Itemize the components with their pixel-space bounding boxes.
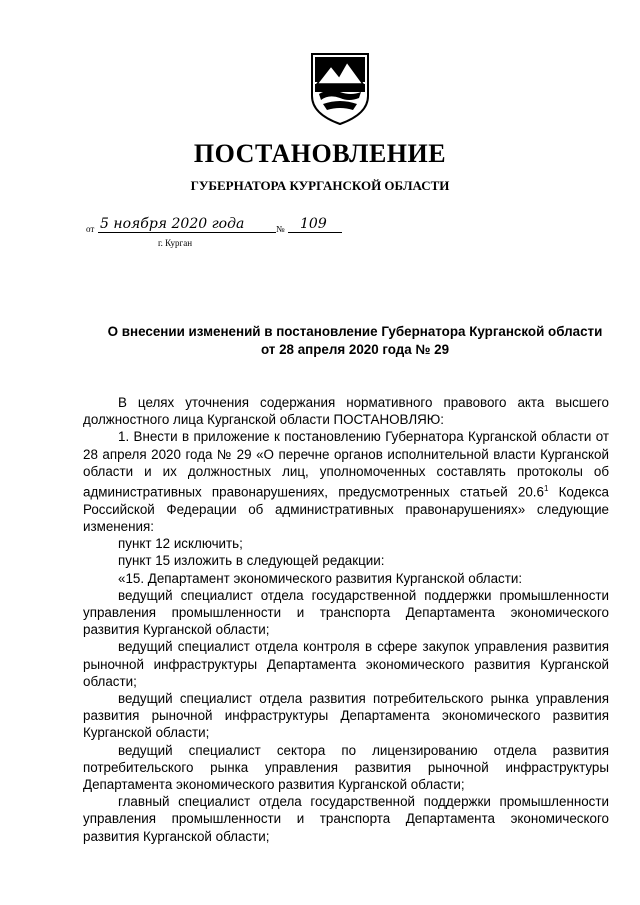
paragraph-position-4: ведущий специалист сектора по лицензированию отдела развития потребительского рынка управления развития рыночной инфраструктуры Департамента экономического развития Курганской области; bbox=[83, 742, 609, 792]
number-prefix: № bbox=[276, 224, 285, 234]
date-handwritten: 5 ноября 2020 года bbox=[100, 216, 245, 232]
paragraph-item-1 bbox=[83, 428, 609, 535]
paragraph-item-1-text-a: 1. Внести в приложение к постановлению Губернатора Курганской области от 28 апреля 2020 года № 29 «О перечне органов исполнительной власти Курганской области и их должностных лиц, уполномоченных составлять протоколы об административных правонарушениях, предусмотренных статьей 20.6 bbox=[83, 429, 609, 500]
document-title: ПОСТАНОВЛЕНИЕ bbox=[193, 139, 447, 168]
paragraph-point-15: пункт 15 изложить в следующей редакции: bbox=[118, 553, 385, 569]
document-body bbox=[83, 394, 609, 845]
superscript: 1 bbox=[543, 484, 549, 494]
date-prefix: от bbox=[86, 224, 95, 234]
paragraph-position-5: главный специалист отдела государственной поддержки промышленности управления промышленности и транспорта Департамента экономического развития Курганской области; bbox=[83, 794, 609, 844]
paragraph-department: «15. Департамент экономического развития Курганской области: bbox=[118, 570, 523, 586]
paragraph-position-1: ведущий специалист отдела государственной поддержки промышленности управления промышленности и транспорта Департамента экономического развития Курганской области; bbox=[83, 587, 609, 638]
document-subtitle: ГУБЕРНАТОРА КУРГАНСКОЙ ОБЛАСТИ bbox=[190, 178, 450, 193]
paragraph-preamble: В целях уточнения содержания нормативного правового акта высшего должностного лица Курганской области ПОСТАНОВЛЯЮ: bbox=[83, 395, 609, 428]
paragraph-item-1-text-b: Кодекса Российской Федерации об административных правонарушениях» следующие изменения: bbox=[83, 484, 609, 534]
city-label: г. Курган bbox=[158, 238, 193, 248]
paragraph-position-2: ведущий специалист отдела контроля в сфере закупок управления развития рыночной инфраструктуры Департамента экономического развития Курганской области; bbox=[83, 639, 609, 689]
heading-line-2: от 28 апреля 2020 года № 29 bbox=[260, 342, 450, 357]
coat-of-arms-emblem bbox=[309, 52, 371, 126]
document-meta bbox=[86, 216, 386, 266]
paragraph-position-3: ведущий специалист отдела развития потребительского рынка управления развития рыночной инфраструктуры Департамента экономического развития Курганской области; bbox=[83, 690, 609, 741]
paragraph-point-12: пункт 12 исключить; bbox=[118, 536, 243, 552]
number-handwritten: 109 bbox=[300, 216, 327, 232]
heading-line-1: О внесении изменений в постановление Губернатора Курганской области bbox=[107, 324, 603, 339]
document-heading bbox=[100, 323, 610, 359]
